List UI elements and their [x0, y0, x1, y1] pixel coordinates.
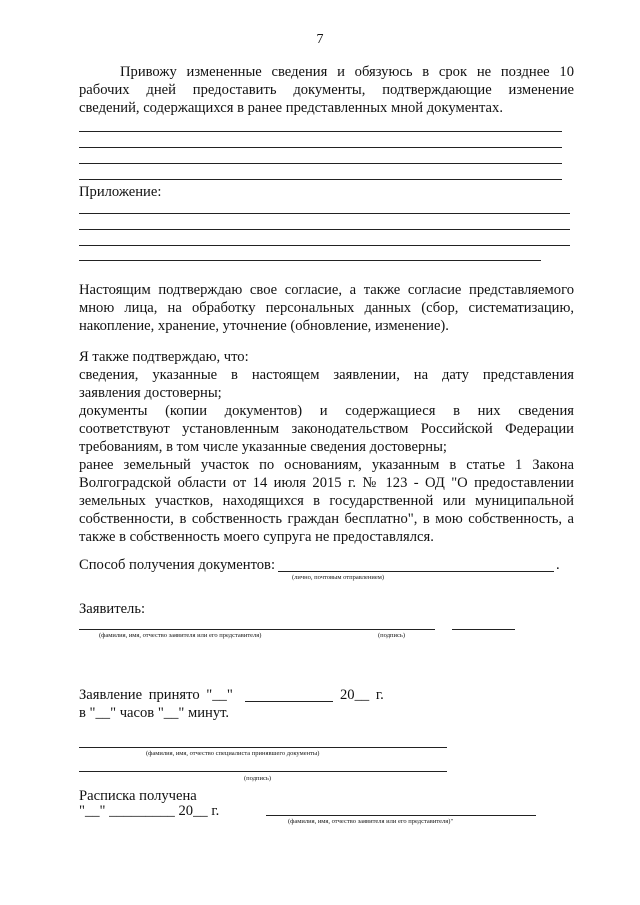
- blank-line: [79, 229, 570, 230]
- confirm-line-8: Волгоградской области от 14 июля 2015 г. № 123 - ОД "О предоставлении: [79, 475, 574, 491]
- confirm-line-4: документы (копии документов) и содержащиеся в них сведения: [79, 403, 574, 419]
- blank-line: [79, 163, 562, 164]
- delivery-end: .: [556, 557, 560, 573]
- delivery-input-line[interactable]: [278, 571, 554, 572]
- consent-line-3: накопление, хранение, уточнение (обновление, изменение).: [79, 318, 449, 334]
- intro-line-2: рабочих дней предоставить документы, подтверждающие изменение: [79, 82, 574, 98]
- receipt-name-line[interactable]: [266, 815, 536, 816]
- consent-line-1: Настоящим подтверждаю свое согласие, а также согласие представляемого: [79, 282, 574, 298]
- consent-line-2: мною лица, на обработку персональных данных (сбор, систематизацию,: [79, 300, 574, 316]
- accepted-month-line[interactable]: [245, 701, 333, 702]
- applicant-name-hint: (фамилия, имя, отчество заявителя или его представителя): [99, 632, 262, 639]
- confirm-line-7: ранее земельный участок по основаниям, указанным в статье 1 Закона: [79, 457, 574, 473]
- confirm-line-1: Я также подтверждаю, что:: [79, 349, 249, 365]
- confirm-line-11: также в собственность моего супруга не предоставлялся.: [79, 529, 434, 545]
- specialist-sign-hint: (подпись): [244, 775, 271, 782]
- accepted-line-2: в "__" часов "__" минут.: [79, 705, 230, 721]
- attachment-label: Приложение:: [79, 184, 162, 200]
- blank-line: [79, 245, 570, 246]
- applicant-sign-hint: (подпись): [378, 632, 405, 639]
- blank-line: [79, 213, 570, 214]
- blank-line: [79, 179, 562, 180]
- intro-line-3: сведений, содержащихся в ранее представленных мной документах.: [79, 100, 503, 116]
- blank-line: [79, 131, 562, 132]
- intro-line-1: Привожу измененные сведения и обязуюсь в срок не позднее 10: [120, 64, 574, 80]
- delivery-hint: (лично, почтовым отправлением): [292, 574, 384, 581]
- blank-line: [79, 147, 562, 148]
- confirm-line-5: соответствуют установленным законодательством Российской Федерации: [79, 421, 574, 437]
- specialist-hint: (фамилия, имя, отчество специалиста принявшего документы): [146, 750, 320, 757]
- confirm-line-3: заявления достоверны;: [79, 385, 222, 401]
- accepted-line-1b: 20__ г.: [340, 687, 384, 703]
- confirm-line-10: собственности, в собственность граждан бесплатно", в мою собственность, а: [79, 511, 574, 527]
- specialist-name-line[interactable]: [79, 747, 447, 748]
- accepted-line-1a: Заявление принято "__": [79, 687, 233, 703]
- receipt-date: "__" _________ 20__ г.: [79, 803, 220, 819]
- confirm-line-6: требованиям, в том числе указанные сведения достоверны;: [79, 439, 447, 455]
- delivery-label: Способ получения документов:: [79, 557, 276, 573]
- applicant-label: Заявитель:: [79, 601, 146, 617]
- receipt-name-hint: (фамилия, имя, отчество заявителя или его представителя)": [288, 818, 454, 825]
- applicant-sign-line[interactable]: [452, 629, 515, 630]
- blank-line: [79, 260, 541, 261]
- confirm-line-9: земельных участков, находящихся в государственной или муниципальной: [79, 493, 574, 509]
- receipt-label: Расписка получена: [79, 788, 197, 804]
- specialist-sign-line[interactable]: [79, 771, 447, 772]
- page-number: 7: [316, 32, 324, 47]
- confirm-line-2: сведения, указанные в настоящем заявлении, на дату представления: [79, 367, 574, 383]
- applicant-name-line[interactable]: [79, 629, 435, 630]
